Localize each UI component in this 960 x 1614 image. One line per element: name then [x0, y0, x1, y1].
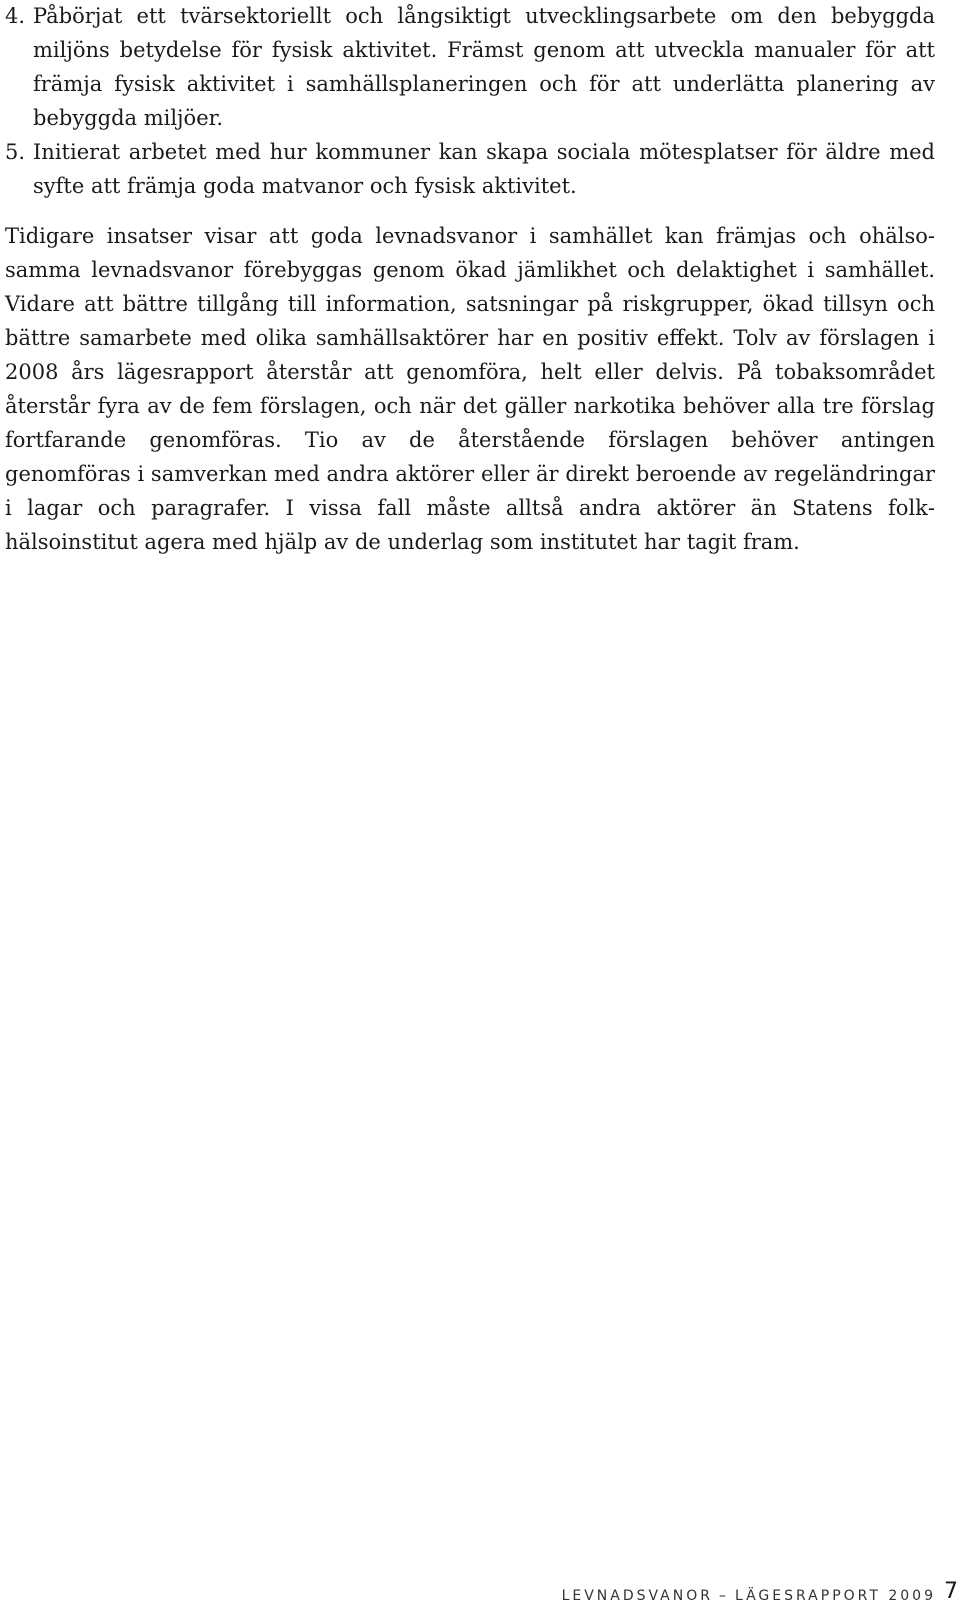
footer-report-title: LÄGESRAPPORT 2009	[734, 1588, 936, 1604]
list-item	[5, 0, 935, 135]
list-item	[5, 135, 935, 203]
footer-separator: –	[718, 1588, 729, 1604]
list-item-text: Påbörjat ett tvärsektoriellt och långsiktigt utvecklingsarbete om den bebyggda miljöns betydelse för fysisk aktivitet. Främst genom att utveckla manualer för att främja fysisk aktivitet i samhällsplaneringen och för att underlätta planering av bebyggda miljöer.	[33, 4, 935, 130]
page-number: 7	[944, 1579, 958, 1604]
document-page	[5, 0, 935, 559]
list-item-number: 5.	[5, 140, 26, 164]
list-item-number: 4.	[5, 4, 26, 28]
body-paragraph: Tidigare insatser visar att goda levnadsvanor i samhället kan främjas och ohälsosamma levnadsvanor förebyggas genom ökad jämlikhet och delaktighet i samhället. Vidare att bättre tillgång till information, satsningar på riskgrupper, ökad tillsyn och bättre samarbete med olika samhällsaktörer har en positiv effekt. Tolv av förslagen i 2008 års lägesrapport återstår att genomföra, helt eller delvis. På tobaksområdet återstår fyra av de fem förslagen, och när det gäller narkotika behöver alla tre förslag fortfarande genomföras. Tio av de återstående förslagen behöver antingen genomföras i samverkan med andra aktörer eller är direkt beroende av regeländringar i lagar och paragrafer. I vissa fall måste alltså andra aktörer än Statens folkhälsoinstitut agera med hjälp av de underlag som institutet har tagit fram.	[5, 224, 935, 554]
running-footer	[0, 1588, 936, 1604]
footer-publication-title: LEVNADSVANOR	[561, 1588, 713, 1604]
numbered-list	[5, 0, 935, 203]
list-item-text: Initierat arbetet med hur kommuner kan skapa sociala mötesplatser för äldre med syfte att främja goda matvanor och fysisk aktivitet.	[33, 140, 935, 198]
